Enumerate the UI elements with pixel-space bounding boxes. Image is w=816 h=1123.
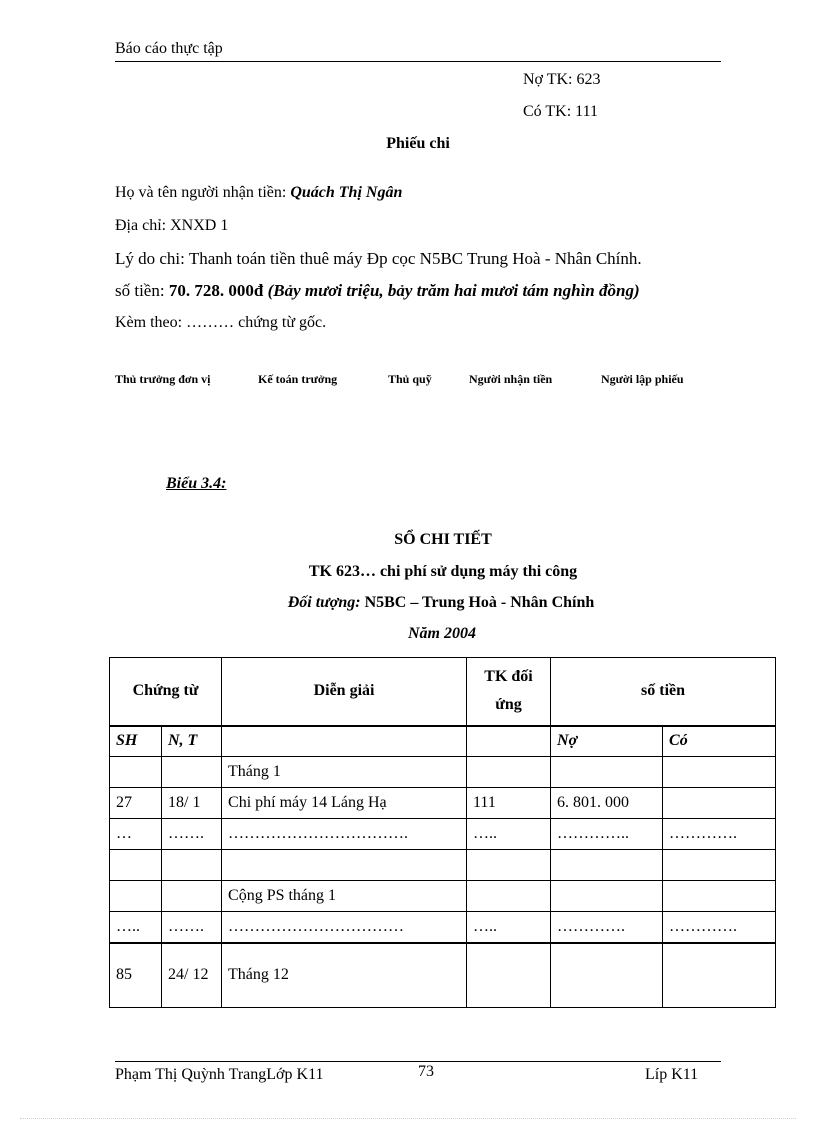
signature-cashier: Thủ quỹ (388, 372, 432, 386)
header-credit: Có (663, 726, 776, 757)
ledger-title: SỔ CHI TIẾT (394, 531, 492, 548)
cell-tk (467, 757, 551, 788)
cell-nt (162, 881, 222, 912)
header-sh: SH (110, 726, 162, 757)
header-blank-tk (467, 726, 551, 757)
cell-sh (110, 850, 162, 881)
table-row (110, 850, 776, 881)
ledger-header-row (110, 658, 776, 726)
cell-credit: …………. (663, 912, 776, 943)
cell-desc: Chi phí máy 14 Láng Hạ (222, 788, 467, 819)
cell-nt (162, 850, 222, 881)
amount-words: (Bảy mươi triệu, bảy trăm hai mươi tám nghìn đồng) (267, 281, 640, 300)
signature-preparer: Người lập phiếu (601, 372, 684, 386)
cell-tk (467, 881, 551, 912)
ledger-body (110, 757, 776, 943)
ledger-last-row (110, 943, 776, 1008)
ledger-object-value: N5BC – Trung Hoà - Nhân Chính (364, 594, 595, 611)
cell-tk: 111 (467, 788, 551, 819)
voucher-title: Phiếu chi (386, 135, 450, 152)
amount-line (115, 281, 640, 301)
recipient-label: Họ và tên người nhận tiền: (115, 184, 287, 201)
cell-debit (551, 881, 663, 912)
table-row (110, 757, 776, 788)
header-debit: Nợ (551, 726, 663, 757)
cell-debit (551, 943, 663, 1008)
cell-nt (162, 757, 222, 788)
ledger-subheader-row (110, 726, 776, 757)
cell-sh: … (110, 819, 162, 850)
recipient-name: Quách Thị Ngân (290, 184, 403, 201)
cell-desc: Cộng PS tháng 1 (222, 881, 467, 912)
header-rule (115, 61, 721, 62)
signature-head-of-unit: Thủ trưởng đơn vị (115, 372, 211, 386)
cell-credit: …………. (663, 819, 776, 850)
attachment-line: Kèm theo: ……… chứng từ gốc. (115, 314, 327, 331)
header-amount: số tiền (551, 658, 776, 726)
ledger-year: Năm 2004 (408, 625, 476, 642)
header-nt: N, T (162, 726, 222, 757)
cell-tk: ….. (467, 819, 551, 850)
footer-class: Líp K11 (645, 1066, 699, 1083)
cell-nt: ……. (162, 912, 222, 943)
ledger-object-label: Đối tượng: (287, 594, 361, 611)
cell-sh (110, 757, 162, 788)
cell-desc (222, 850, 467, 881)
cell-credit (663, 757, 776, 788)
ledger-table (109, 657, 776, 1008)
table-row (110, 819, 776, 850)
ledger-object-line (0, 594, 816, 612)
cell-credit (663, 881, 776, 912)
cell-debit: 6. 801. 000 (551, 788, 663, 819)
recipient-line (115, 184, 402, 202)
cell-sh (110, 881, 162, 912)
header-blank-desc (222, 726, 467, 757)
amount-value: 70. 728. 000đ (168, 281, 264, 300)
cell-desc: ……………………………. (222, 819, 467, 850)
cell-desc: Tháng 1 (222, 757, 467, 788)
cell-debit: …………. (551, 912, 663, 943)
page-bottom-dotted-line (20, 1118, 796, 1119)
credit-account: Có TK: 111 (523, 103, 598, 120)
ledger-account-line: TK 623… chi phí sử dụng máy thi công (308, 563, 578, 580)
signature-chief-accountant: Kế toán trưởng (258, 372, 338, 386)
amount-label: số tiền: (115, 281, 165, 300)
header-voucher: Chứng từ (110, 658, 222, 726)
reason-line: Lý do chi: Thanh toán tiền thuê máy Đp cọc N5BC Trung Hoà - Nhân Chính. (115, 249, 642, 268)
cell-debit (551, 850, 663, 881)
cell-desc: Tháng 12 (222, 943, 467, 1008)
cell-tk (467, 943, 551, 1008)
header-description: Diễn giải (222, 658, 467, 726)
cell-nt: 24/ 12 (162, 943, 222, 1008)
debit-account: Nợ TK: 623 (523, 71, 601, 88)
cell-tk: ….. (467, 912, 551, 943)
table-row (110, 881, 776, 912)
cell-nt: 18/ 1 (162, 788, 222, 819)
address-line: Địa chỉ: XNXD 1 (115, 217, 229, 234)
cell-sh: 85 (110, 943, 162, 1008)
page-number: 73 (418, 1063, 434, 1080)
cell-debit (551, 757, 663, 788)
cell-desc: …………………………… (222, 912, 467, 943)
cell-nt: ……. (162, 819, 222, 850)
cell-credit (663, 850, 776, 881)
table-row (110, 912, 776, 943)
cell-tk (467, 850, 551, 881)
table-row (110, 788, 776, 819)
footer-rule (115, 1061, 721, 1062)
cell-debit: ………….. (551, 819, 663, 850)
cell-sh: ….. (110, 912, 162, 943)
cell-credit (663, 943, 776, 1008)
cell-sh: 27 (110, 788, 162, 819)
signature-recipient: Người nhận tiền (469, 372, 553, 386)
header-contra-account: TK đối ứng (467, 658, 551, 726)
cell-credit (663, 788, 776, 819)
form-label: Biểu 3.4: (166, 475, 227, 492)
running-title: Báo cáo thực tập (115, 40, 223, 57)
footer-author: Phạm Thị Quỳnh TrangLớp K11 (115, 1066, 324, 1083)
